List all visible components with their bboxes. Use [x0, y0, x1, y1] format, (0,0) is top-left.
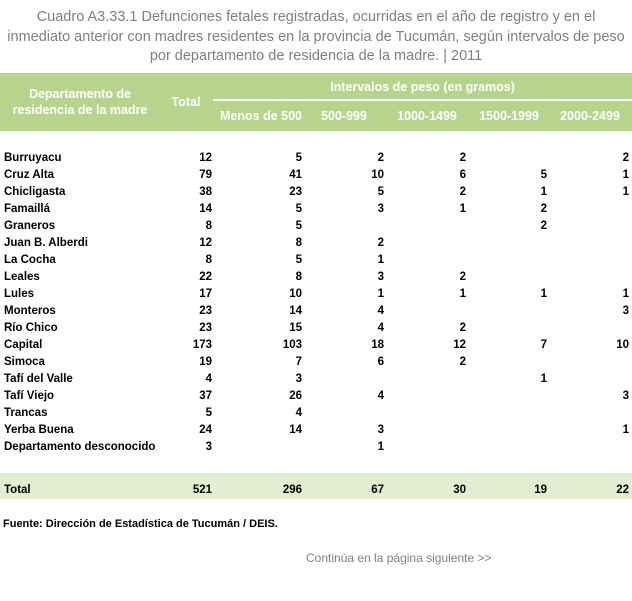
- header-col-2000-2499: 2000-2499: [560, 109, 620, 123]
- department-name: Yerba Buena: [4, 424, 74, 436]
- table-row: [0, 235, 632, 252]
- total-cell: 296: [282, 484, 302, 496]
- total-row: [0, 482, 632, 499]
- table-cell: 6: [377, 356, 384, 368]
- table-cell: 1: [377, 254, 384, 266]
- table-cell: 103: [282, 339, 302, 351]
- department-name: Leales: [4, 271, 40, 283]
- table-cell: 173: [192, 339, 212, 351]
- table-cell: 2: [459, 152, 466, 164]
- header-col-1500-1999: 1500-1999: [479, 109, 539, 123]
- department-name: Famaillá: [4, 203, 51, 215]
- table-cell: 1: [540, 288, 547, 300]
- header-department-line-1: Departamento de: [28, 87, 132, 101]
- table-cell: 18: [371, 339, 384, 351]
- table-cell: 37: [199, 390, 212, 402]
- table-cell: 6: [459, 169, 466, 181]
- total-cell: 22: [616, 484, 629, 496]
- table-row: [0, 371, 632, 388]
- table-row: [0, 184, 632, 201]
- table-cell: 2: [622, 152, 629, 164]
- table-cell: 1: [459, 203, 466, 215]
- title-line-3: por departamento de residencia de la madre. | 2011: [149, 48, 483, 64]
- header-department: [0, 86, 160, 118]
- table-row: [0, 167, 632, 184]
- table-cell: 3: [377, 424, 384, 436]
- total-cell: 521: [192, 484, 212, 496]
- table-cell: 1: [622, 186, 629, 198]
- table-cell: 1: [377, 288, 384, 300]
- department-name: Chicligasta: [4, 186, 66, 198]
- table-cell: 3: [622, 305, 629, 317]
- table-cell: 10: [616, 339, 629, 351]
- table-cell: 3: [622, 390, 629, 402]
- table-title: [0, 8, 632, 67]
- table-cell: 10: [371, 169, 384, 181]
- table-cell: 19: [199, 356, 212, 368]
- table-cell: 5: [540, 169, 547, 181]
- department-name: Río Chico: [4, 322, 58, 334]
- table-cell: 14: [199, 203, 212, 215]
- table-row: [0, 405, 632, 422]
- department-name: Burruyacu: [4, 152, 62, 164]
- table-cell: 23: [289, 186, 302, 198]
- table-cell: 3: [295, 373, 302, 385]
- table-cell: 17: [199, 288, 212, 300]
- table-cell: 38: [199, 186, 212, 198]
- table-row: [0, 422, 632, 439]
- table-row: [0, 337, 632, 354]
- table-cell: 23: [199, 305, 212, 317]
- table-cell: 4: [377, 322, 384, 334]
- table-cell: 2: [377, 152, 384, 164]
- table-cell: 15: [289, 322, 302, 334]
- table-cell: 41: [289, 169, 302, 181]
- table-cell: 12: [453, 339, 466, 351]
- table-cell: 1: [377, 441, 384, 453]
- total-cell: 67: [371, 484, 384, 496]
- header-divider: [213, 99, 632, 101]
- table-cell: 5: [377, 186, 384, 198]
- table-cell: 12: [199, 152, 212, 164]
- table-cell: 4: [205, 373, 212, 385]
- header-total: Total: [171, 95, 201, 109]
- table-row: [0, 303, 632, 320]
- department-name: Juan B. Alberdi: [4, 237, 88, 249]
- table-cell: 2: [540, 203, 547, 215]
- title-line-2: inmediato anterior con madres residentes en la provincia de Tucumán, según intervalos de peso: [7, 28, 625, 45]
- table-cell: 1: [622, 169, 629, 181]
- table-cell: 2: [540, 220, 547, 232]
- table-row: [0, 201, 632, 218]
- department-name: Graneros: [4, 220, 56, 232]
- table-cell: 1: [540, 186, 547, 198]
- table-cell: 8: [295, 271, 302, 283]
- department-name: Trancas: [4, 407, 48, 419]
- table-cell: 3: [377, 203, 384, 215]
- table-row: [0, 218, 632, 235]
- table-cell: 4: [295, 407, 302, 419]
- department-name: Tafí del Valle: [4, 373, 73, 385]
- department-name: Cruz Alta: [4, 169, 55, 181]
- table-row: [0, 269, 632, 286]
- table-row: [0, 286, 632, 303]
- header-col-menos-500: Menos de 500: [220, 109, 302, 123]
- table-cell: 22: [199, 271, 212, 283]
- total-cell: 19: [534, 484, 547, 496]
- table-cell: 24: [199, 424, 212, 436]
- table-cell: 3: [205, 441, 212, 453]
- title-line-1: Cuadro A3.33.1 Defunciones fetales registradas, ocurridas en el año de registro y en el: [36, 9, 596, 25]
- table-cell: 1: [622, 424, 629, 436]
- table-cell: 5: [295, 203, 302, 215]
- table-cell: 4: [377, 390, 384, 402]
- table-cell: 2: [459, 186, 466, 198]
- header-weight-intervals: Intervalos de peso (en gramos): [330, 80, 515, 94]
- table-cell: 2: [459, 356, 466, 368]
- table-cell: 2: [377, 237, 384, 249]
- table-row: [0, 150, 632, 167]
- table-cell: 79: [199, 169, 212, 181]
- table-cell: 2: [459, 271, 466, 283]
- table-cell: 26: [289, 390, 302, 402]
- total-cell: 30: [453, 484, 466, 496]
- table-cell: 14: [289, 424, 302, 436]
- department-name: Capital: [4, 339, 43, 351]
- table-row: [0, 320, 632, 337]
- table-cell: 1: [540, 373, 547, 385]
- table-cell: 1: [459, 288, 466, 300]
- table-row: [0, 354, 632, 371]
- table-cell: 8: [205, 220, 212, 232]
- table-cell: 2: [459, 322, 466, 334]
- department-name: Lules: [4, 288, 35, 300]
- table-cell: 7: [540, 339, 547, 351]
- department-name: La Cocha: [4, 254, 56, 266]
- total-label: Total: [4, 484, 31, 496]
- table-cell: 1: [622, 288, 629, 300]
- header-department-line-2: residencia de la madre: [12, 103, 148, 117]
- table-cell: 5: [295, 220, 302, 232]
- header-col-1000-1499: 1000-1499: [397, 109, 457, 123]
- source-note: Fuente: Dirección de Estadística de Tucumán / DEIS.: [3, 518, 278, 530]
- table-cell: 4: [377, 305, 384, 317]
- table-cell: 7: [295, 356, 302, 368]
- header-col-500-999: 500-999: [321, 109, 367, 123]
- table-cell: 10: [289, 288, 302, 300]
- department-name: Simoca: [4, 356, 45, 368]
- table-cell: 8: [205, 254, 212, 266]
- table-cell: 8: [295, 237, 302, 249]
- table-cell: 3: [377, 271, 384, 283]
- table-row: [0, 252, 632, 269]
- table-cell: 5: [295, 152, 302, 164]
- table-row: [0, 439, 632, 456]
- department-name: Monteros: [4, 305, 56, 317]
- table-cell: 5: [295, 254, 302, 266]
- department-name: Departamento desconocido: [4, 441, 156, 453]
- table-row: [0, 388, 632, 405]
- table-cell: 23: [199, 322, 212, 334]
- department-name: Tafí Viejo: [4, 390, 55, 402]
- table-cell: 5: [205, 407, 212, 419]
- table-cell: 14: [289, 305, 302, 317]
- next-page-link[interactable]: Continúa en la página siguiente >>: [306, 551, 492, 565]
- table-cell: 12: [199, 237, 212, 249]
